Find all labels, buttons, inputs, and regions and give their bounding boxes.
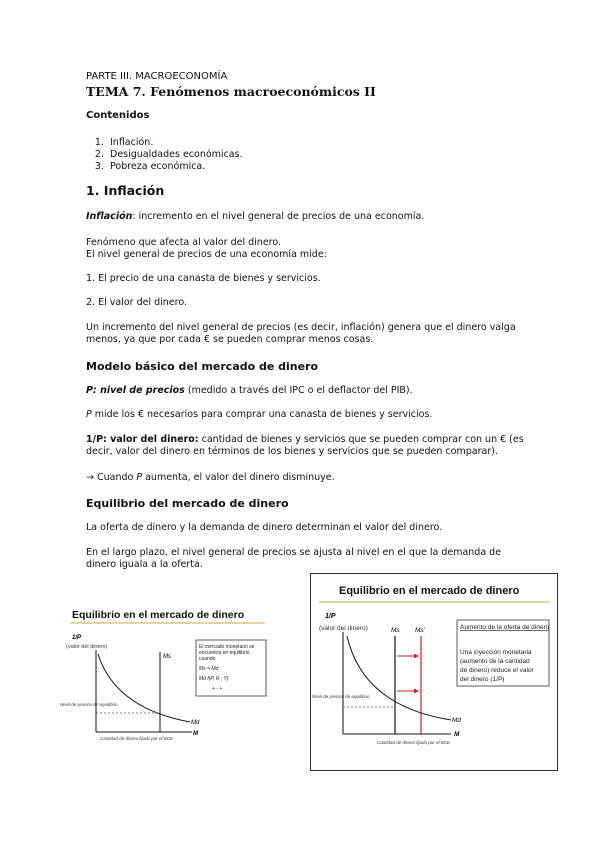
paragraph: El nivel general de precios de una economía mide: bbox=[86, 249, 327, 260]
paragraph: Fenómeno que afecta al valor del dinero. bbox=[86, 237, 282, 248]
section-heading-model: Modelo básico del mercado de dinero bbox=[86, 360, 319, 373]
info-box-title: Aumento de la oferta de dinero bbox=[460, 624, 550, 631]
y-axis-label: 1/P bbox=[72, 635, 82, 641]
md-label: Md bbox=[191, 720, 200, 726]
paragraph: En el largo plazo, el nivel general de precios se ajusta al nivel en el que la demanda de bbox=[86, 547, 502, 558]
m-label: M bbox=[454, 731, 460, 738]
shift-arrow-head bbox=[414, 654, 419, 659]
info-box-text: Una inyección monetaria (aumento de la cantidad de dinero) reduce el valor del dinero (1/P) bbox=[460, 649, 534, 683]
section-heading-inflation: 1. Inflación bbox=[86, 183, 165, 198]
ms-label: Ms bbox=[163, 654, 171, 660]
x-axis-label: Cantidad de dinero fijada por el BCE bbox=[100, 736, 174, 741]
y-axis-sub: (valor del dinero) bbox=[66, 644, 108, 650]
y-axis-label: 1/P bbox=[325, 613, 336, 620]
equilibrium-chart-left bbox=[60, 600, 285, 760]
measure-item: 2. El valor del dinero. bbox=[86, 297, 187, 308]
info-box-text: El mercado monetario se encuentra en equilibrio cuando Ms = Md Md f(P, R , Y) + - + bbox=[199, 644, 255, 692]
y-axis-sub: (valor del dinero) bbox=[319, 625, 368, 632]
m-label: M bbox=[193, 731, 198, 737]
contents-item: 2. Desigualdades económicas. bbox=[94, 149, 243, 160]
shift-arrow-head bbox=[414, 689, 419, 694]
definition-p: P: nivel de precios (medido a través del IPC o el deflactor del PIB). bbox=[86, 385, 413, 396]
contents-item: 1. Inflación. bbox=[94, 137, 154, 148]
contents-item: 3. Pobreza económica. bbox=[94, 161, 206, 172]
md-label: Md bbox=[452, 717, 462, 724]
paragraph: P mide los € necesarios para comprar una canasta de bienes y servicios. bbox=[86, 409, 433, 420]
ms-shifted-label: Ms' bbox=[415, 627, 425, 634]
eq-label: Nivel de precios de equilibrio bbox=[60, 702, 118, 707]
eq-label: Nivel de precios de equilibrio bbox=[312, 694, 370, 699]
chart-title: Equilibrio en el mercado de dinero bbox=[339, 585, 520, 597]
md-curve bbox=[347, 636, 451, 720]
contents-list bbox=[86, 137, 243, 173]
equilibrium-chart-right bbox=[311, 574, 557, 770]
x-axis-label: Cantidad de dinero fijada por el BCE bbox=[377, 740, 451, 745]
arrow-note: → Cuando P aumenta, el valor del dinero disminuye. bbox=[86, 472, 335, 483]
md-curve bbox=[98, 654, 190, 722]
page-title: TEMA 7. Fenómenos macroeconómicos II bbox=[86, 84, 376, 99]
ms-label: Ms bbox=[391, 627, 400, 634]
figure-equilibrium-left bbox=[60, 600, 285, 760]
paragraph: La oferta de dinero y la demanda de dinero determinan el valor del dinero. bbox=[86, 522, 443, 533]
paragraph: menos, ya que por cada € se pueden comprar menos cosas. bbox=[86, 334, 374, 345]
contents-heading: Contenidos bbox=[86, 110, 150, 121]
paragraph: Un incremento del nivel general de precios (es decir, inflación) genera que el dinero valga bbox=[86, 322, 516, 333]
section-heading-equilibrium: Equilibrio del mercado de dinero bbox=[86, 497, 289, 510]
paragraph: dinero iguala a la oferta. bbox=[86, 559, 203, 570]
paragraph: decir, valor del dinero en términos de los bienes y servicios que se pueden comparar). bbox=[86, 446, 498, 457]
definition-inverse-p: 1/P: valor del dinero: cantidad de bienes y servicios que se pueden comprar con un € (es bbox=[86, 434, 524, 445]
part-label: PARTE III. MACROECONOMÍA bbox=[86, 71, 228, 82]
measure-item: 1. El precio de una canasta de bienes y servicios. bbox=[86, 273, 321, 284]
chart-title: Equilibrio en el mercado de dinero bbox=[72, 609, 245, 621]
figure-equilibrium-right bbox=[310, 573, 558, 771]
definition-inflation: Inflación: incremento en el nivel general de precios de una economía. bbox=[86, 211, 425, 222]
